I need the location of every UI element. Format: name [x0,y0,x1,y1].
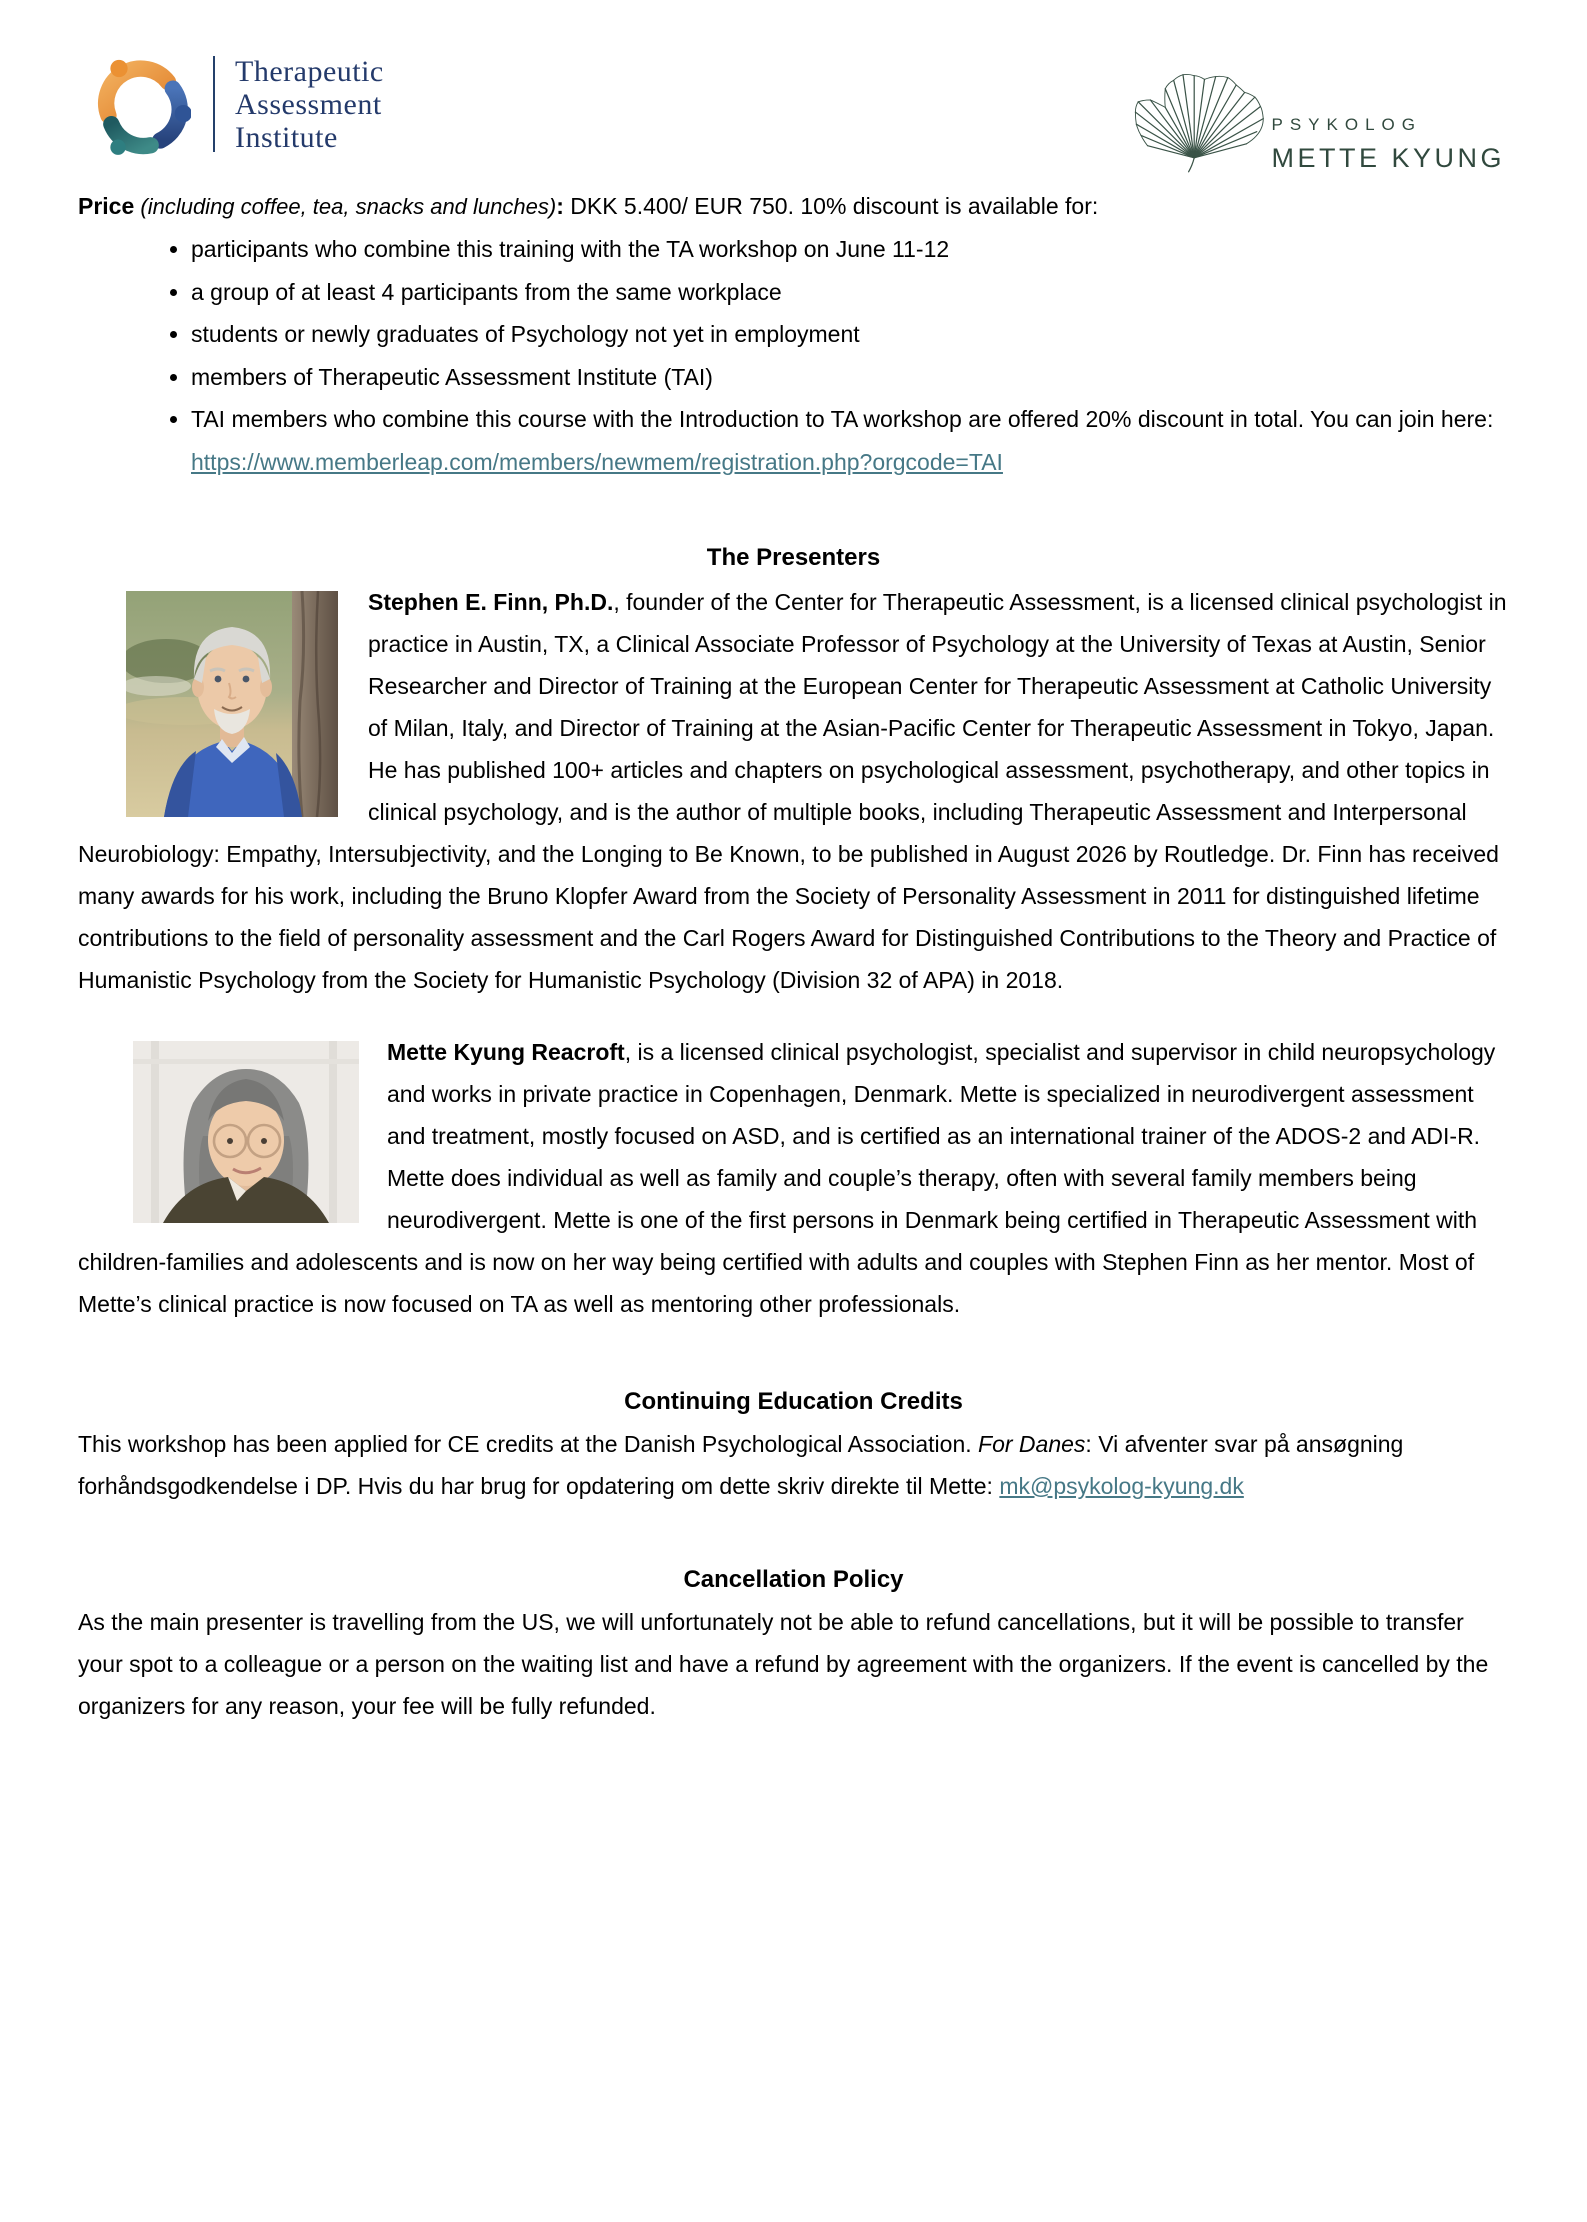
list-item: • participants who combine this training with the TA workshop on June 11-12 [191,228,1509,271]
tai-swirl-icon [95,52,191,156]
list-item-text: TAI members who combine this course with the Introduction to TA workshop are offered 20% discount in total. You can join here: [191,406,1494,432]
ginkgo-leaf-icon [1127,48,1267,178]
stephen-name: Stephen E. Finn, Ph.D. [368,589,614,615]
tai-logo-line1: Therapeutic [235,54,384,88]
price-note: (including coffee, tea, snacks and lunches) [134,194,557,219]
ce-paragraph [78,1423,1509,1507]
ce-text2: : Vi afventer svar på ansøgning forhåndsgodkendelse i DP. Hvis du har brug for opdatering om dette skriv direkte til Mette: [78,1431,1404,1499]
for-danes-italic: For Danes [978,1431,1086,1457]
memberleap-registration-link[interactable]: https://www.memberleap.com/members/newmem/registration.php?orgcode=TAI [191,448,1003,475]
cancellation-paragraph: As the main presenter is travelling from the US, we will unfortunately not be able to refund cancellations, but it will be possible to transfer your spot to a colleague or a person on the waiting list and have a refund by agreement with the organizers. If the event is cancelled by the organizers for any reason, your fee will be fully refunded. [78,1609,1489,1719]
presenters-heading: The Presenters [706,544,881,571]
mette-email-link[interactable]: mk@psykolog-kyung.dk [999,1473,1244,1499]
mette-name: Mette Kyung Reacroft [387,1039,625,1065]
price-colon: : [556,193,571,219]
cancellation-heading: Cancellation Policy [683,1566,904,1593]
tai-logo [95,52,384,156]
kyung-logo-text [1267,115,1505,178]
ce-heading: Continuing Education Credits [624,1388,963,1415]
kyung-logo-name: METTE KYUNG [1271,143,1505,173]
mette-bio-body: , is a licensed clinical psychologist, specialist and supervisor in child neuropsychology and works in private practice in Copenhagen, Denmark. Mette is specialized in neurodivergent assessment and treatment, mostly focused on ASD, and is certified as an international trainer of the ADOS-2 and ADI-R. Mette does individual as well as family and couple’s therapy, often with several family members being neurodivergent. Mette is one of the first persons in Denmark being certified in Therapeutic Assessment with children-families and adolescents and is now on her way being certified with adults and couples with Stephen Finn as her mentor. Most of Mette’s clinical practice is now focused on TA as well as mentoring other professionals. [78,1039,1496,1317]
mette-kyung-photo [133,1041,359,1223]
price-label: Price [78,193,135,219]
ce-text1: This workshop has been applied for CE credits at the Danish Psychological Association. [78,1431,979,1457]
mette-kyung-bio [78,1031,1509,1325]
tai-logo-divider [213,56,215,152]
kyung-logo [1127,48,1505,178]
discount-list [78,228,1509,483]
list-item: • members of Therapeutic Assessment Institute (TAI) [191,356,1509,399]
stephen-bio-body: , founder of the Center for Therapeutic Assessment, is a licensed clinical psychologist in practice in Austin, TX, a Clinical Associate Professor of Psychology at the University of Texas at Austin, Senior Researcher and Director of Training at the European Center for Therapeutic Assessment at Catholic University of Milan, Italy, and Director of Training at the Asian-Pacific Center for Therapeutic Assessment in Tokyo, Japan. He has published 100+ articles and chapters on psychological assessment, psychotherapy, and other topics in clinical psychology, and is the author of multiple books, including Therapeutic Assessment and Interpersonal Neurobiology: Empathy, Intersubjectivity, and the Longing to Be Known, to be published in August 2026 by Routledge. Dr. Finn has received many awards for his work, including the Bruno Klopfer Award from the Society of Personality Assessment in 2011 for distinguished lifetime contributions to the field of personality assessment and the Carl Rogers Award for Distinguished Contributions to the Theory and Practice of Humanistic Psychology from the Society for Humanistic Psychology (Division 32 of APA) in 2018. [78,589,1507,993]
tai-logo-line3: Institute [235,120,338,154]
document-content [0,185,1587,1727]
header [0,0,1587,185]
tai-logo-line2: Assessment [235,87,382,121]
stephen-finn-photo [126,591,338,817]
list-item [191,398,1509,483]
price-text: DKK 5.400/ EUR 750. 10% discount is available for: [570,193,1099,219]
stephen-finn-bio [78,581,1509,1001]
price-paragraph [78,185,1509,228]
list-item: • students or newly graduates of Psychology not yet in employment [191,313,1509,356]
list-item: • a group of at least 4 participants from the same workplace [191,271,1509,314]
kyung-logo-psykolog: PSYKOLOG [1271,115,1422,134]
tai-logo-text [235,55,384,154]
